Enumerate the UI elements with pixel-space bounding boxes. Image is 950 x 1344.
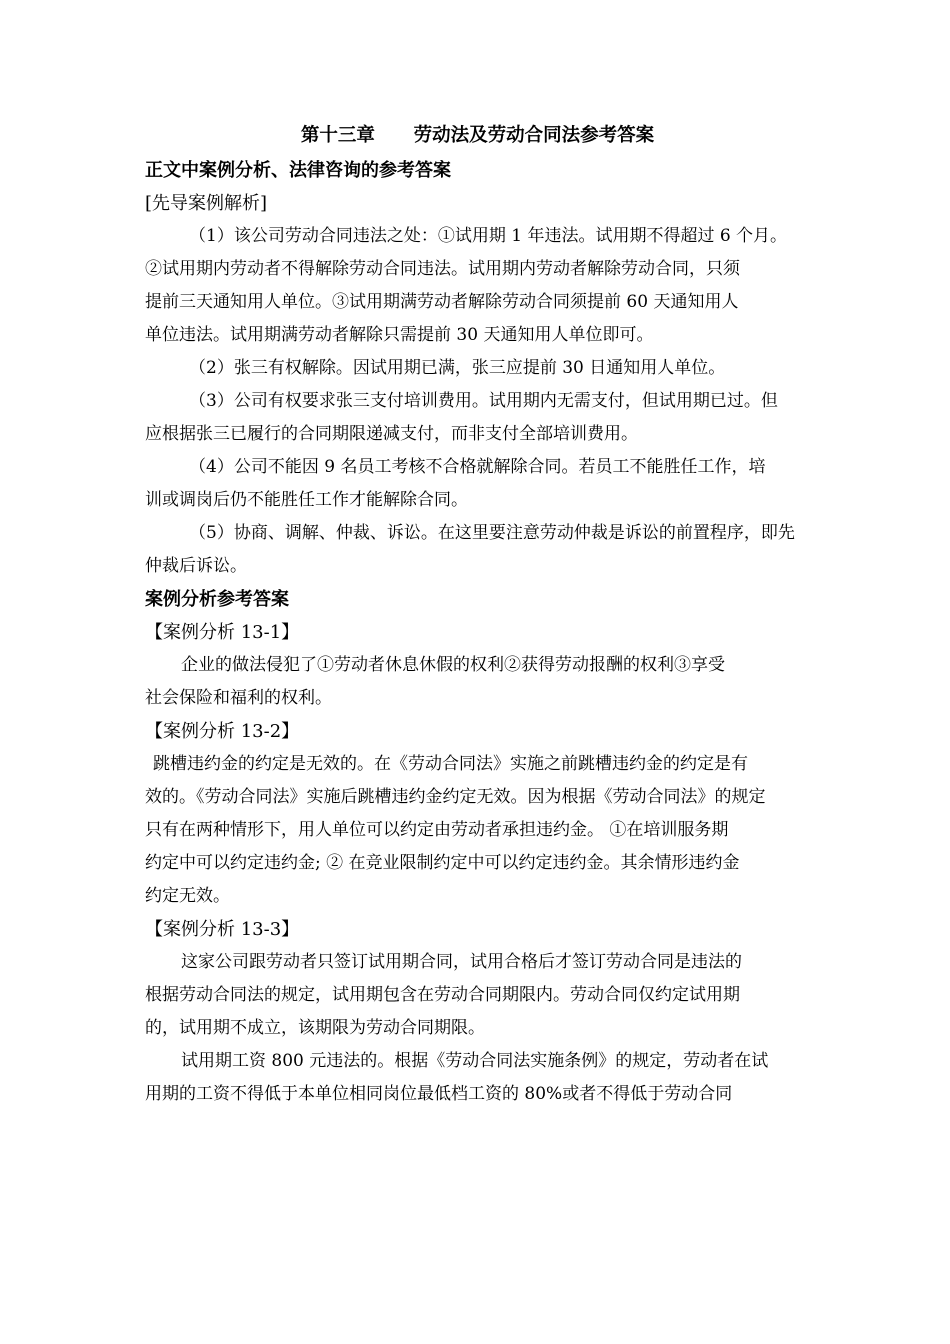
paragraph-line: 的，试用期不成立，该期限为劳动合同期限。 xyxy=(145,1018,485,1038)
paragraph-line: （2）张三有权解除。因试用期已满，张三应提前 30 日通知用人单位。 xyxy=(189,358,726,378)
section-heading-main-answers: 正文中案例分析、法律咨询的参考答案 xyxy=(145,160,451,181)
paragraph-line: 根据劳动合同法的规定，试用期包含在劳动合同期限内。劳动合同仅约定试用期 xyxy=(145,985,740,1005)
case-13-3-body xyxy=(145,946,810,1111)
paragraph-line: 提前三天通知用人单位。③试用期满劳动者解除劳动合同须提前 60 天通知用人 xyxy=(145,292,739,312)
paragraph-line: 试用期工资 800 元违法的。根据《劳动合同法实施条例》的规定，劳动者在试 xyxy=(181,1051,769,1071)
case-13-1-body xyxy=(145,649,810,715)
case-13-3-label: 【案例分析 13-3】 xyxy=(145,919,300,940)
paragraph-line: 单位违法。试用期满劳动者解除只需提前 30 天通知用人单位即可。 xyxy=(145,325,654,345)
paragraph-line: 企业的做法侵犯了①劳动者休息休假的权利②获得劳动报酬的权利③享受 xyxy=(181,655,725,675)
section-heading-case-answers: 案例分析参考答案 xyxy=(145,589,289,610)
paragraph-line: ②试用期内劳动者不得解除劳动合同违法。试用期内劳动者解除劳动合同，只须 xyxy=(145,259,740,279)
case-13-2-body xyxy=(145,748,810,913)
paragraph-line: 这家公司跟劳动者只签订试用期合同，试用合格后才签订劳动合同是违法的 xyxy=(181,952,742,972)
paragraph-line: 跳槽违约金的约定是无效的。在《劳动合同法》实施之前跳槽违约金的约定是有 xyxy=(153,754,748,774)
document-page xyxy=(145,118,810,1111)
case-13-1-label: 【案例分析 13-1】 xyxy=(145,622,300,643)
paragraph-line: 仲裁后诉讼。 xyxy=(145,556,247,576)
paragraph-line: 只有在两种情形下，用人单位可以约定由劳动者承担违约金。 ①在培训服务期 xyxy=(145,820,729,840)
paragraph-line: 效的。《劳动合同法》实施后跳槽违约金约定无效。因为根据《劳动合同法》的规定 xyxy=(145,787,766,807)
paragraph-line: 应根据张三已履行的合同期限递减支付，而非支付全部培训费用。 xyxy=(145,424,638,444)
lead-case-analysis xyxy=(145,220,810,583)
paragraph-line: 社会保险和福利的权利。 xyxy=(145,688,332,708)
paragraph-line: 训或调岗后仍不能胜任工作才能解除合同。 xyxy=(145,490,468,510)
paragraph-line: 用期的工资不得低于本单位相同岗位最低档工资的 80%或者不得低于劳动合同 xyxy=(145,1084,733,1104)
lead-case-label: [先导案例解析] xyxy=(145,193,268,214)
paragraph-line: （1）该公司劳动合同违法之处：①试用期 1 年违法。试用期不得超过 6 个月。 xyxy=(189,226,788,246)
paragraph-line: （5）协商、调解、仲裁、诉讼。在这里要注意劳动仲裁是诉讼的前置程序，即先 xyxy=(189,523,795,543)
chapter-title: 第十三章 劳动法及劳动合同法参考答案 xyxy=(300,125,655,146)
case-13-2-label: 【案例分析 13-2】 xyxy=(145,721,300,742)
paragraph-line: 约定无效。 xyxy=(145,886,230,906)
paragraph-line: 约定中可以约定违约金; ② 在竞业限制约定中可以约定违约金。其余情形违约金 xyxy=(145,853,740,873)
paragraph-line: （4）公司不能因 9 名员工考核不合格就解除合同。若员工不能胜任工作，培 xyxy=(189,457,766,477)
paragraph-line: （3）公司有权要求张三支付培训费用。试用期内无需支付，但试用期已过。但 xyxy=(189,391,778,411)
